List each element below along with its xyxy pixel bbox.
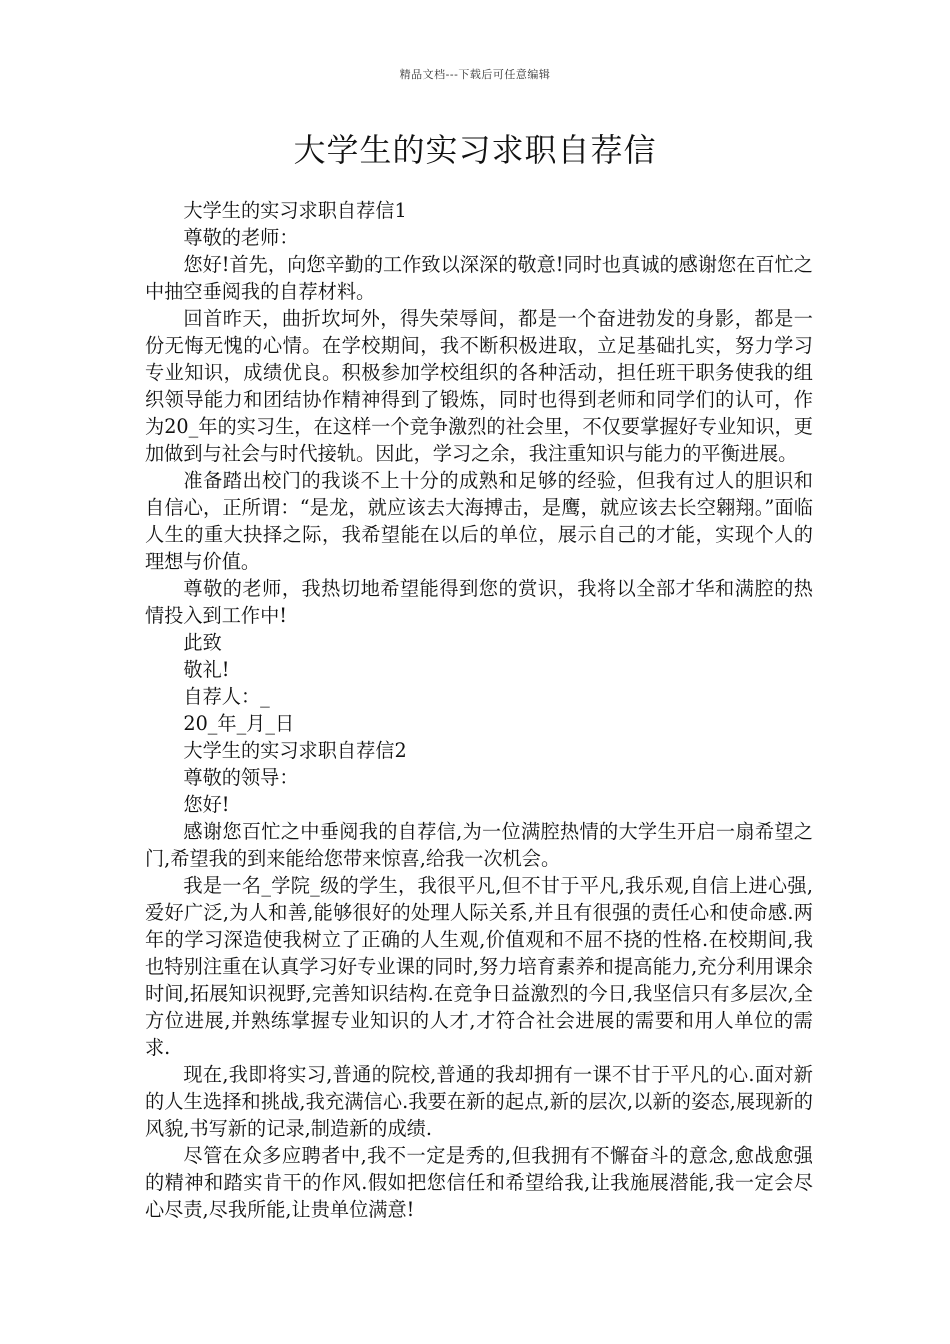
letter-1-heading: 大学生的实习求职自荐信1 bbox=[183, 199, 407, 222]
body-paragraph: 现在,我即将实习,普通的院校,普通的我却拥有一课不甘于平凡的心.面对新的人生选择和挑战,我充满信心.我要在新的起点,新的层次,以新的姿态,展现新的风貌,书写新的记录,制造新的成绩. bbox=[145, 1063, 813, 1140]
letter-2-salutation: 尊敬的领导： bbox=[183, 766, 299, 789]
closing-line: 敬礼! bbox=[183, 658, 230, 681]
signature-line: 自荐人：_ bbox=[183, 685, 270, 708]
body-paragraph: 尊敬的老师，我热切地希望能得到您的赏识，我将以全部才华和满腔的热情投入到工作中! bbox=[145, 577, 813, 627]
letter-2-heading: 大学生的实习求职自荐信2 bbox=[183, 739, 407, 762]
letter-1-salutation: 尊敬的老师： bbox=[183, 226, 299, 249]
body-paragraph: 我是一名_学院_级的学生，我很平凡,但不甘于平凡,我乐观,自信上进心强,爱好广泛,为人和善,能够很好的处理人际关系,并且有很强的责任心和使命感.两年的学习深造使我树立了正确的人生观,价值观和不屈不挠的性格.在校期间,我也特别注重在认真学习好专业课的同时,努力培育素养和提高能力,充分利用课余时间,拓展知识视野,完善知识结构.在竞争日益激烈的今日,我坚信只有多层次,全方位进展,并熟练掌握专业知识的人才,才符合社会进展的需要和用人单位的需求. bbox=[145, 874, 813, 1059]
greeting-line: 您好! bbox=[183, 793, 230, 816]
body-paragraph: 尽管在众多应聘者中,我不一定是秀的,但我拥有不懈奋斗的意念,愈战愈强的精神和踏实肯干的作风.假如把您信任和希望给我,让我施展潜能,我一定会尽心尽责,尽我所能,让贵单位满意! bbox=[145, 1144, 813, 1221]
header-note: 精品文档---下载后可任意编辑 bbox=[399, 68, 551, 81]
date-line: 20_年_月_日 bbox=[183, 712, 295, 735]
document-body bbox=[145, 197, 813, 1223]
document-title: 大学生的实习求职自荐信 bbox=[293, 131, 657, 169]
closing-line: 此致 bbox=[183, 631, 222, 654]
body-paragraph: 感谢您百忙之中垂阅我的自荐信,为一位满腔热情的大学生开启一扇希望之门,希望我的到来能给您带来惊喜,给我一次机会。 bbox=[145, 820, 813, 870]
body-paragraph: 您好!首先，向您辛勤的工作致以深深的敬意!同时也真诚的感谢您在百忙之中抽空垂阅我的自荐材料。 bbox=[145, 253, 813, 303]
body-paragraph: 准备踏出校门的我谈不上十分的成熟和足够的经验，但我有过人的胆识和自信心，正所谓：“是龙，就应该去大海搏击，是鹰，就应该去长空翱翔。”面临人生的重大抉择之际，我希望能在以后的单位，展示自己的才能，实现个人的理想与价值。 bbox=[145, 469, 813, 573]
body-paragraph: 回首昨天，曲折坎坷外，得失荣辱间，都是一个奋进勃发的身影，都是一份无悔无愧的心情。在学校期间，我不断积极进取，立足基础扎实，努力学习专业知识，成绩优良。积极参加学校组织的各种活动，担任班干职务使我的组织领导能力和团结协作精神得到了锻炼，同时也得到老师和同学们的认可，作为20_年的实习生，在这样一个竞争激烈的社会里，不仅要掌握好专业知识，更加做到与社会与时代接轨。因此，学习之余，我注重知识与能力的平衡进展。 bbox=[145, 307, 813, 465]
